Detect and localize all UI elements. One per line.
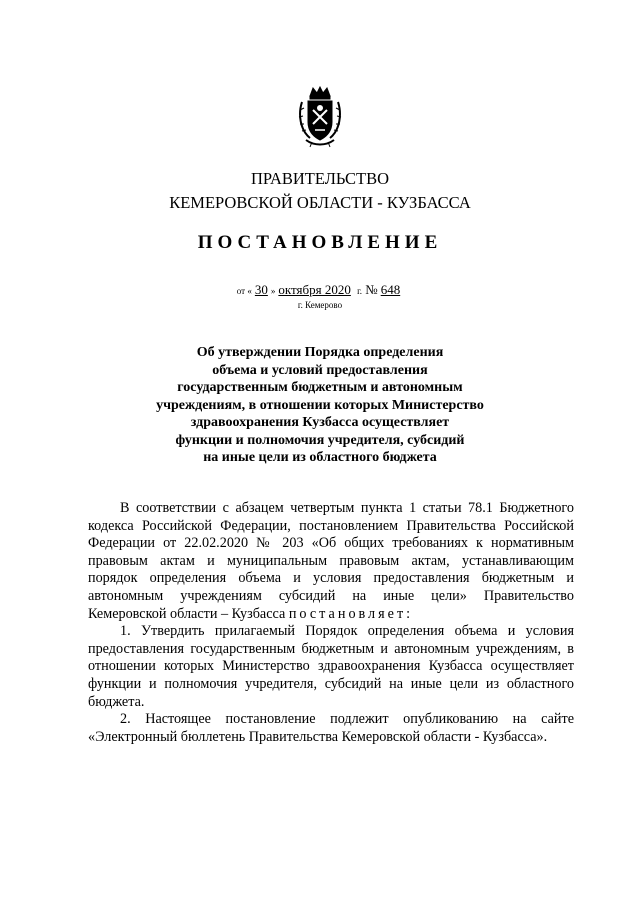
government-name: ПРАВИТЕЛЬСТВО [250, 169, 390, 188]
preamble-text: В соответствии с абзацем четвертым пункта 1 статьи 78.1 Бюджетного кодекса Российской Федерации, постановлением Правительства Российской Федерации от 22.02.2020 № 203 «Об общих требованиях к нормативным правовым актам и муниципальным правовым актам, устанавливающим порядок определения объема и условия предоставления бюджетным и автономным учреждениям субсидий на иные цели» Правительство Кемеровской области – Кузбасса [88, 500, 574, 622]
region-name: КЕМЕРОВСКОЙ ОБЛАСТИ - КУЗБАССА [169, 193, 471, 212]
date-day-close: » [270, 286, 276, 296]
document-title [140, 344, 500, 467]
date-day: 30 [254, 282, 268, 297]
title-line: учреждениям, в отношении которых Министерство [156, 397, 484, 413]
coat-of-arms-emblem [296, 86, 344, 148]
city-label: г. Кемерово [297, 300, 343, 310]
document-type-heading: ПОСТАНОВЛЕНИЕ [197, 232, 443, 253]
document-number: 648 [380, 282, 401, 297]
date-number-line [0, 282, 640, 298]
title-line: на иные цели из областного бюджета [203, 450, 437, 465]
body-paragraph-item-2: 2. Настоящее постановление подлежит опубликованию на сайте «Электронный бюллетень Правительства Кемеровской области - Кузбасса». [88, 711, 574, 745]
document-body [88, 500, 574, 746]
number-sign: № [365, 282, 378, 297]
title-line: объема и условий предоставления [212, 362, 428, 378]
title-line: Об утверждении Порядка определения [196, 345, 444, 360]
title-line: здравоохранения Кузбасса осуществляет [190, 415, 450, 430]
year-suffix: г. [357, 286, 363, 296]
title-line: функции и полномочия учредителя, субсидий [175, 432, 465, 448]
body-paragraph-item-1: 1. Утвердить прилагаемый Порядок определения объема и условия предоставления государственным бюджетным и автономным учреждениям, в отношении которых Министерство здравоохранения Кузбасса осуществляет функции и полномочия учредителя, субсидий на иные цели из областного бюджета. [88, 623, 574, 710]
date-month-year: октября 2020 [278, 282, 351, 297]
resolves-word: постановляет: [288, 605, 414, 622]
title-line: государственным бюджетным и автономным [177, 380, 463, 395]
body-paragraph-preamble [88, 500, 574, 623]
date-prefix: от « [236, 286, 252, 296]
